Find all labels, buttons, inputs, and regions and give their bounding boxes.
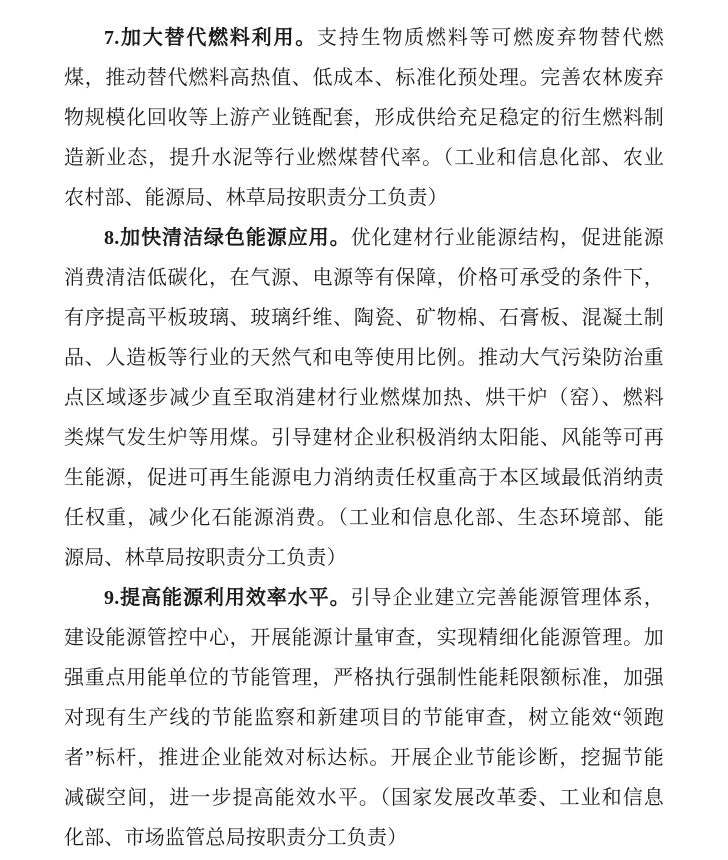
text-line: 源局、林草局按职责分工负责） [64, 547, 347, 569]
paragraph-first-line-text: 支持生物质燃料等可燃废弃物替代燃 [317, 27, 664, 49]
paragraph-first-line-text: 优化建材行业能源结构，促进能源 [350, 227, 664, 249]
paragraph-heading: 8.加快清洁绿色能源应用。 [104, 227, 351, 249]
text-line: 减碳空间，进一步提高能效水平。（国家发展改革委、工业和信息 [64, 787, 664, 809]
text-line: 强重点用能单位的节能管理，严格执行强制性能耗限额标准，加强 [64, 667, 664, 689]
text-line [64, 578, 664, 618]
text-line: 有序提高平板玻璃、玻璃纤维、陶瓷、矿物棉、石膏板、混凝土制 [64, 307, 664, 329]
paragraph-first-line-text: 引导企业建立完善能源管理体系， [350, 587, 664, 609]
policy-paragraph-item-7 [64, 18, 664, 218]
text-line: 点区域逐步减少直至取消建材行业燃煤加热、烘干炉（窑）、燃料 [64, 387, 664, 409]
text-line: 消费清洁低碳化，在气源、电源等有保障，价格可承受的条件下， [64, 267, 664, 289]
text-line: 煤，推动替代燃料高热值、低成本、标准化预处理。完善农林废弃 [64, 67, 664, 89]
paragraph-heading: 7.加大替代燃料利用。 [104, 27, 318, 49]
text-line: 类煤气发生炉等用煤。引导建材企业积极消纳太阳能、风能等可再 [64, 427, 664, 449]
policy-paragraph-item-8 [64, 218, 664, 578]
text-line [64, 18, 664, 58]
text-line: 生能源，促进可再生能源电力消纳责任权重高于本区域最低消纳责 [64, 467, 664, 489]
policy-paragraph-item-9 [64, 578, 664, 858]
paragraph-heading: 9.提高能源利用效率水平。 [104, 587, 351, 609]
text-line: 农村部、能源局、林草局按职责分工负责） [64, 187, 448, 209]
text-line [64, 218, 664, 258]
text-line: 建设能源管控中心，开展能源计量审查，实现精细化能源管理。加 [64, 627, 664, 649]
text-line: 物规模化回收等上游产业链配套，形成供给充足稳定的衍生燃料制 [64, 107, 664, 129]
text-line: 化部、市场监管总局按职责分工负责） [64, 827, 408, 849]
text-line: 者”标杆，推进企业能效对标达标。开展企业节能诊断，挖掘节能 [64, 747, 664, 769]
text-line: 品、人造板等行业的天然气和电等使用比例。推动大气污染防治重 [64, 347, 664, 369]
text-line: 造新业态，提升水泥等行业燃煤替代率。（工业和信息化部、农业 [64, 147, 664, 169]
text-line: 对现有生产线的节能监察和新建项目的节能审查，树立能效“领跑 [64, 707, 664, 729]
document-body [64, 18, 664, 858]
text-line: 任权重，减少化石能源消费。（工业和信息化部、生态环境部、能 [64, 507, 664, 529]
